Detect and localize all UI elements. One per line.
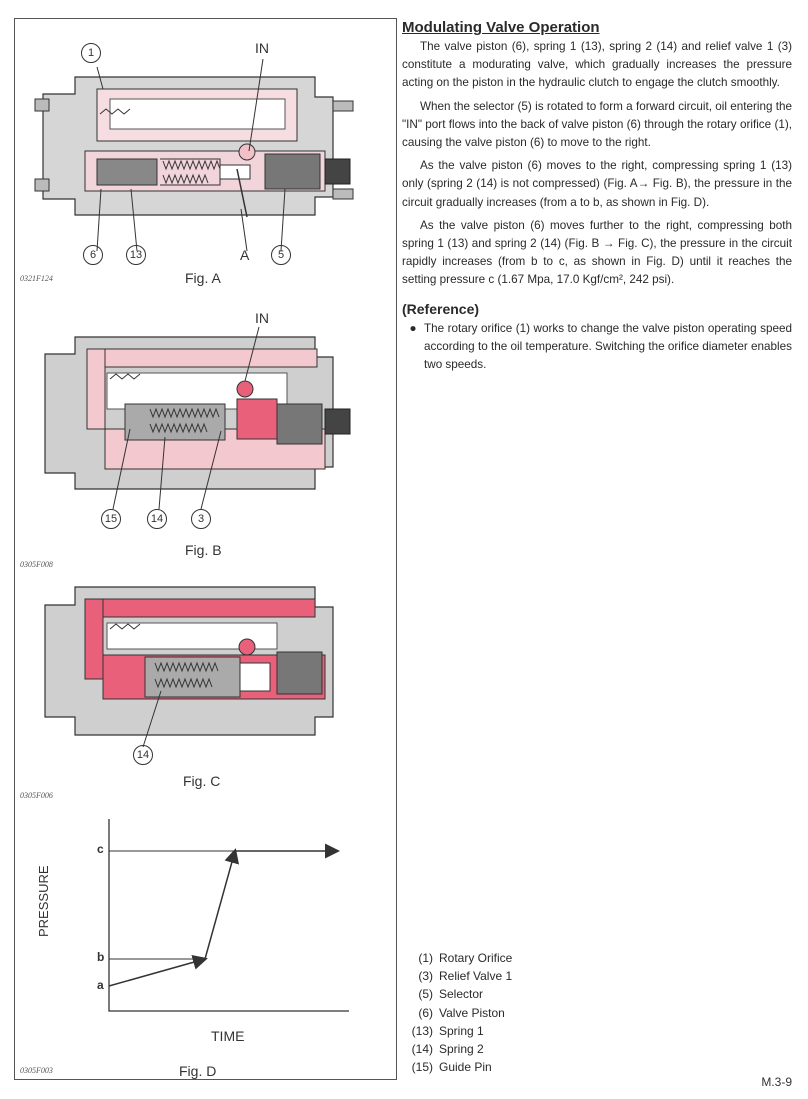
in-label: IN xyxy=(255,40,269,56)
legend-num: (13) xyxy=(411,1023,433,1038)
valve-diagram-c xyxy=(15,567,396,789)
fig-b-code: 0305F008 xyxy=(20,560,53,569)
figure-panel xyxy=(14,18,397,1080)
fig-c-caption: Fig. C xyxy=(183,773,221,789)
paragraph-3: As the valve piston (6) moves to the right, compressing spring 1 (13) only (spring 2 (14) is not compressed) (Fig. A→ Fig. B), the pressure in the circuit gradually increases (from a to b, as shown in Fig. D). xyxy=(402,159,792,209)
legend-num: (15) xyxy=(411,1060,433,1075)
page-number: M.3-9 xyxy=(761,1075,792,1089)
fig-d-caption: Fig. D xyxy=(179,1063,217,1079)
fig-a-caption: Fig. A xyxy=(185,270,221,286)
legend-row xyxy=(397,1058,512,1076)
legend-num: (3) xyxy=(418,969,433,984)
paragraph-2: When the selector (5) is rotated to form a forward circuit, oil entering the "IN" port flows into the back of valve piston (6) through the rotary orifice (1), causing the valve piston (6) to move to the right. xyxy=(402,99,792,150)
figure-c xyxy=(15,567,396,800)
callout-1: 1 xyxy=(81,43,101,63)
legend-label: Relief Valve 1 xyxy=(439,969,513,984)
fig-c-code: 0305F006 xyxy=(20,791,53,800)
pressure-time-graph xyxy=(15,809,396,1079)
reference-title: (Reference) xyxy=(402,300,480,317)
legend-label: Guide Pin xyxy=(439,1060,492,1075)
legend-row xyxy=(397,1040,512,1058)
bullet-icon: ● xyxy=(409,321,417,335)
legend-row xyxy=(397,967,512,985)
callout-5: 5 xyxy=(271,245,291,265)
legend-label: Valve Piston xyxy=(439,1005,505,1020)
fig-b-caption: Fig. B xyxy=(185,542,222,558)
legend-num: (14) xyxy=(411,1042,433,1057)
legend-num: (5) xyxy=(418,987,433,1002)
callout-3: 3 xyxy=(191,509,211,529)
figure-a xyxy=(15,19,396,286)
legend-label: Selector xyxy=(439,987,484,1002)
paragraph-1: The valve piston (6), spring 1 (13), spring 2 (14) and relief valve 1 (3) constitute a modurating valve, which gradually increases the pressure acting on the piston in the hydraulic clutch to engage the clutch smoothly. xyxy=(402,40,792,90)
legend-row xyxy=(397,1004,512,1022)
legend-label: Rotary Orifice xyxy=(439,951,513,965)
legend-label: Spring 2 xyxy=(439,1042,484,1057)
fig-a-code: 0321F124 xyxy=(20,274,53,283)
point-a: a xyxy=(97,978,104,992)
reference-text: The rotary orifice (1) works to change the valve piston operating speed according to the oil temperature. Switching the orifice diameter enables two speeds. xyxy=(424,321,792,372)
paragraph-4: As the valve piston (6) moves further to the right, compressing both spring 1 (13) and spring 2 (14) (Fig. B → Fig. C), the pressure in the circuit rapidly increases (from b to c, as shown in Fig. D) until it reaches the setting pressure c (1.67 Mpa, 17.0 Kgf/cm², 242 psi). xyxy=(402,218,792,287)
valve-diagram-a xyxy=(15,19,396,281)
reference-item xyxy=(402,320,792,375)
in-label-b: IN xyxy=(255,310,269,326)
text-column xyxy=(402,18,792,374)
legend-row xyxy=(397,949,512,967)
a-label: A xyxy=(240,247,250,263)
section-title: Modulating Valve Operation xyxy=(402,19,600,36)
figure-d xyxy=(15,809,396,1079)
callout-6: 6 xyxy=(83,245,103,265)
callout-14: 14 xyxy=(147,509,167,529)
legend-row xyxy=(397,985,512,1003)
legend-num: (6) xyxy=(418,1005,433,1020)
point-b: b xyxy=(97,950,105,964)
figure-b xyxy=(15,289,396,569)
point-c: c xyxy=(97,842,104,856)
legend-row xyxy=(397,1022,512,1040)
callout-14-c: 14 xyxy=(133,745,153,765)
callout-13: 13 xyxy=(126,245,146,265)
legend-label: Spring 1 xyxy=(439,1023,484,1038)
callout-15: 15 xyxy=(101,509,121,529)
legend-num: (1) xyxy=(418,951,433,965)
fig-d-code: 0305F003 xyxy=(20,1066,53,1075)
parts-legend xyxy=(397,949,512,1076)
x-axis-label: TIME xyxy=(211,1028,245,1044)
y-axis-label: PRESSURE xyxy=(36,865,51,937)
